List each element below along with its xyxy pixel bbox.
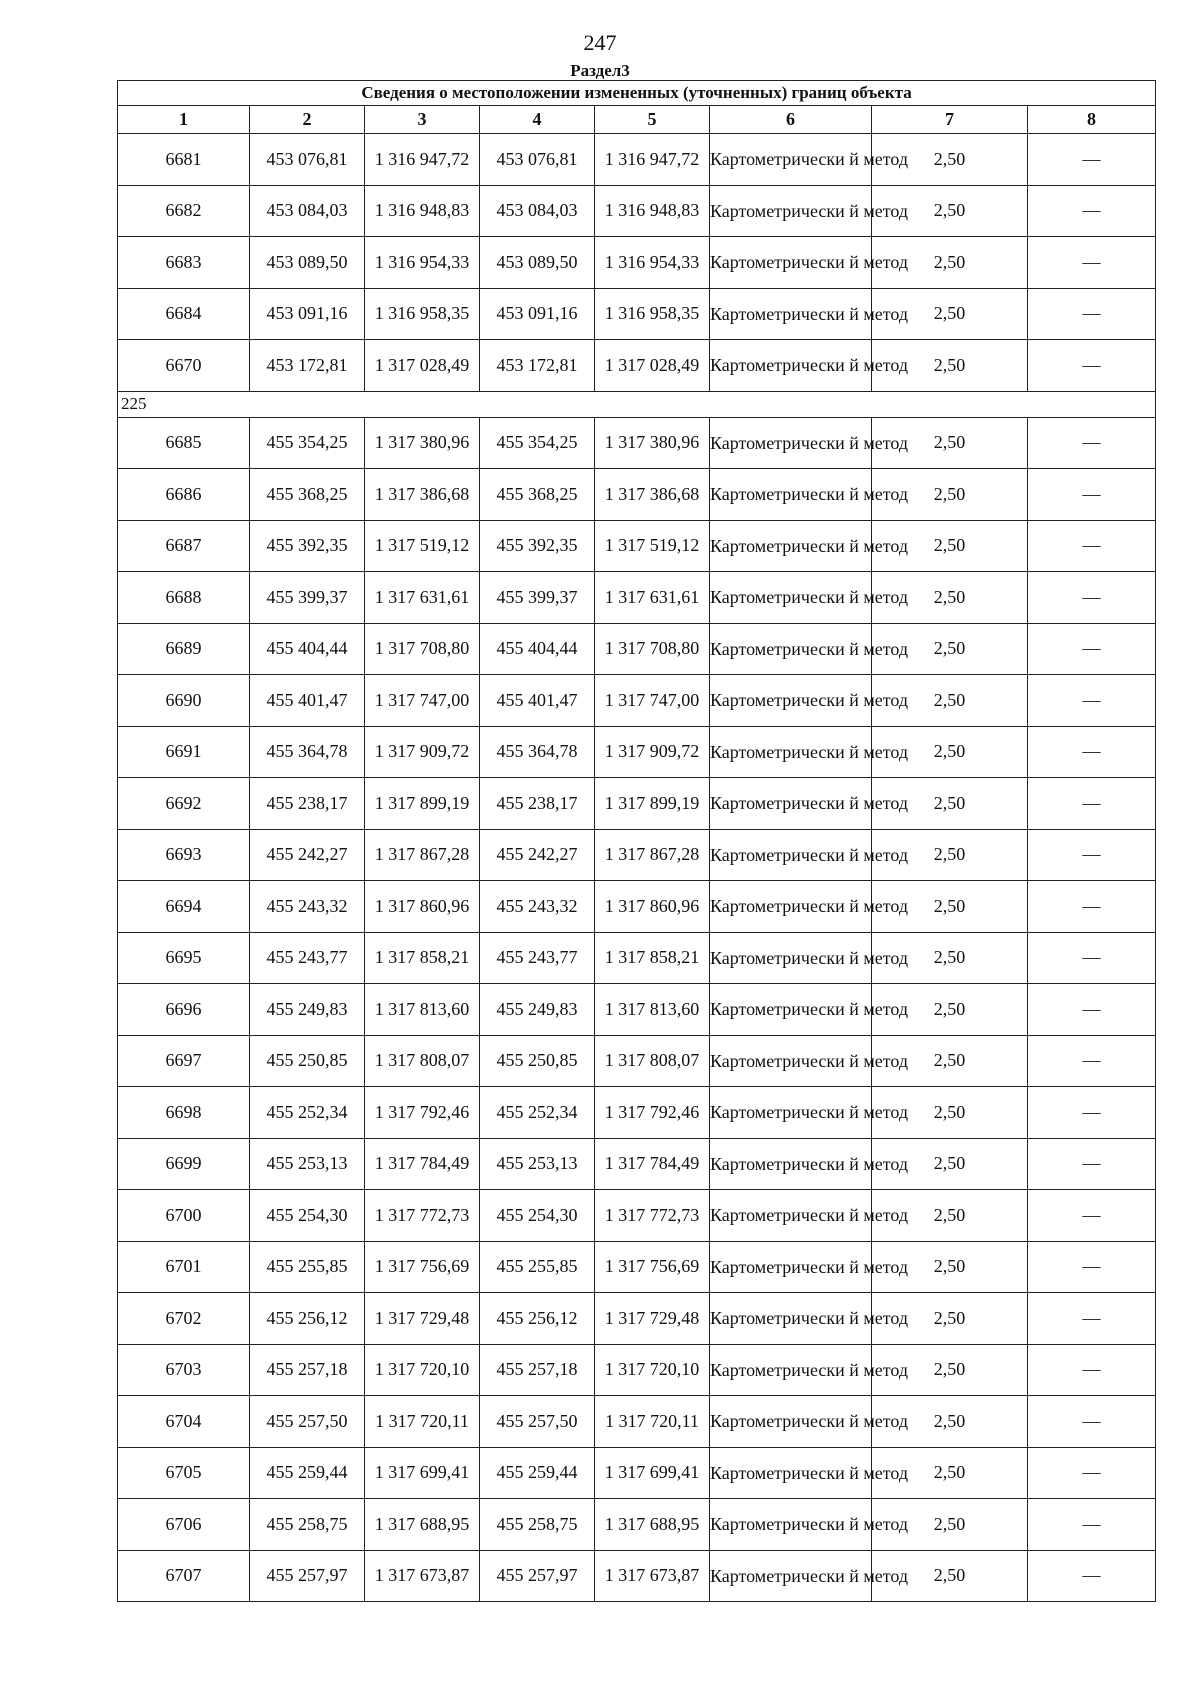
- table-row: [118, 237, 1156, 289]
- table-cell-col-6: Картометрически й метод: [710, 1396, 872, 1448]
- table-cell-col-2: 453 089,50: [250, 237, 365, 289]
- table-cell-col-6: Картометрически й метод: [710, 829, 872, 881]
- table-cell-col-7: 2,50: [872, 726, 1028, 778]
- table-cell-col-7: 2,50: [872, 829, 1028, 881]
- column-number: 3: [365, 106, 480, 134]
- table-caption-row: [118, 81, 1156, 106]
- group-label: 225: [118, 391, 1156, 417]
- table-cell-col-8: —: [1028, 1499, 1156, 1551]
- table-row: [118, 1396, 1156, 1448]
- table-cell-col-8: —: [1028, 1447, 1156, 1499]
- table-cell-col-2: 455 238,17: [250, 778, 365, 830]
- table-cell-col-2: 455 354,25: [250, 417, 365, 469]
- table-cell-col-8: —: [1028, 1035, 1156, 1087]
- table-row: [118, 520, 1156, 572]
- table-cell-col-3: 1 316 948,83: [365, 185, 480, 237]
- table-cell-col-1: 6689: [118, 623, 250, 675]
- table-cell-col-6: Картометрически й метод: [710, 1447, 872, 1499]
- table-cell-col-2: 455 254,30: [250, 1190, 365, 1242]
- table-cell-col-5: 1 317 858,21: [595, 932, 710, 984]
- table-row: [118, 1035, 1156, 1087]
- table-cell-col-4: 455 354,25: [480, 417, 595, 469]
- table-cell-col-2: 455 399,37: [250, 572, 365, 624]
- table-row: [118, 984, 1156, 1036]
- table-cell-col-3: 1 317 028,49: [365, 340, 480, 392]
- table-cell-col-3: 1 317 688,95: [365, 1499, 480, 1551]
- table-cell-col-5: 1 316 954,33: [595, 237, 710, 289]
- page-number: 247: [583, 30, 617, 55]
- table-cell-col-1: 6683: [118, 237, 250, 289]
- table-cell-col-1: 6684: [118, 288, 250, 340]
- table-cell-col-2: 455 257,18: [250, 1344, 365, 1396]
- table-cell-col-7: 2,50: [872, 984, 1028, 1036]
- table-cell-col-1: 6691: [118, 726, 250, 778]
- table-cell-col-8: —: [1028, 572, 1156, 624]
- table-row: [118, 726, 1156, 778]
- table-cell-col-4: 455 257,97: [480, 1550, 595, 1602]
- table-cell-col-6: Картометрически й метод: [710, 1241, 872, 1293]
- table-row: [118, 417, 1156, 469]
- table-cell-col-5: 1 317 380,96: [595, 417, 710, 469]
- table-cell-col-8: —: [1028, 1190, 1156, 1242]
- table-cell-col-1: 6692: [118, 778, 250, 830]
- table-cell-col-5: 1 317 772,73: [595, 1190, 710, 1242]
- table-cell-col-6: Картометрически й метод: [710, 1499, 872, 1551]
- table-cell-col-1: 6707: [118, 1550, 250, 1602]
- table-cell-col-1: 6685: [118, 417, 250, 469]
- table-cell-col-4: 455 249,83: [480, 984, 595, 1036]
- table-cell-col-3: 1 317 720,11: [365, 1396, 480, 1448]
- table-cell-col-8: —: [1028, 340, 1156, 392]
- table-cell-col-4: 455 404,44: [480, 623, 595, 675]
- table-cell-col-6: Картометрически й метод: [710, 1344, 872, 1396]
- table-row: [118, 932, 1156, 984]
- table-cell-col-4: 455 256,12: [480, 1293, 595, 1345]
- table-row: [118, 1550, 1156, 1602]
- table-cell-col-6: Картометрически й метод: [710, 134, 872, 186]
- table-cell-col-2: 455 255,85: [250, 1241, 365, 1293]
- section-title: Раздел3: [570, 61, 630, 80]
- table-body: [118, 134, 1156, 1602]
- table-cell-col-2: 455 243,77: [250, 932, 365, 984]
- table-cell-col-2: 455 259,44: [250, 1447, 365, 1499]
- table-cell-col-5: 1 317 792,46: [595, 1087, 710, 1139]
- table-cell-col-3: 1 317 784,49: [365, 1138, 480, 1190]
- table-cell-col-4: 455 255,85: [480, 1241, 595, 1293]
- table-cell-col-8: —: [1028, 185, 1156, 237]
- table-cell-col-8: —: [1028, 1138, 1156, 1190]
- column-number-row: [118, 106, 1156, 134]
- table-cell-col-5: 1 316 958,35: [595, 288, 710, 340]
- table-cell-col-2: 453 084,03: [250, 185, 365, 237]
- table-cell-col-6: Картометрически й метод: [710, 1035, 872, 1087]
- table-cell-col-3: 1 317 792,46: [365, 1087, 480, 1139]
- column-number: 7: [872, 106, 1028, 134]
- table-row: [118, 881, 1156, 933]
- table-cell-col-1: 6705: [118, 1447, 250, 1499]
- table-cell-col-7: 2,50: [872, 1344, 1028, 1396]
- table-cell-col-1: 6704: [118, 1396, 250, 1448]
- table-cell-col-5: 1 317 867,28: [595, 829, 710, 881]
- table-row: [118, 1241, 1156, 1293]
- table-cell-col-2: 455 252,34: [250, 1087, 365, 1139]
- table-cell-col-1: 6690: [118, 675, 250, 727]
- table-cell-col-3: 1 317 380,96: [365, 417, 480, 469]
- table-cell-col-1: 6686: [118, 469, 250, 521]
- table-cell-col-1: 6693: [118, 829, 250, 881]
- table-row: [118, 288, 1156, 340]
- table-cell-col-4: 455 257,18: [480, 1344, 595, 1396]
- table-row: [118, 1447, 1156, 1499]
- table-row: [118, 134, 1156, 186]
- table-cell-col-1: 6681: [118, 134, 250, 186]
- table-cell-col-2: 455 364,78: [250, 726, 365, 778]
- table-cell-col-3: 1 316 954,33: [365, 237, 480, 289]
- table-cell-col-4: 453 076,81: [480, 134, 595, 186]
- table-row: [118, 1138, 1156, 1190]
- column-number: 2: [250, 106, 365, 134]
- table-cell-col-8: —: [1028, 1087, 1156, 1139]
- table-row: [118, 469, 1156, 521]
- table-row: [118, 1087, 1156, 1139]
- table-cell-col-3: 1 317 860,96: [365, 881, 480, 933]
- table-cell-col-8: —: [1028, 932, 1156, 984]
- table-cell-col-2: 455 242,27: [250, 829, 365, 881]
- table-cell-col-1: 6682: [118, 185, 250, 237]
- table-cell-col-7: 2,50: [872, 1035, 1028, 1087]
- table-cell-col-4: 455 252,34: [480, 1087, 595, 1139]
- group-row: [118, 391, 1156, 417]
- table-cell-col-6: Картометрически й метод: [710, 932, 872, 984]
- table-row: [118, 1190, 1156, 1242]
- table-cell-col-1: 6688: [118, 572, 250, 624]
- table-cell-col-1: 6694: [118, 881, 250, 933]
- table-cell-col-7: 2,50: [872, 340, 1028, 392]
- table-cell-col-8: —: [1028, 623, 1156, 675]
- table-cell-col-2: 455 258,75: [250, 1499, 365, 1551]
- table-cell-col-6: Картометрически й метод: [710, 984, 872, 1036]
- table-cell-col-3: 1 317 747,00: [365, 675, 480, 727]
- table-cell-col-5: 1 317 519,12: [595, 520, 710, 572]
- table-cell-col-7: 2,50: [872, 1293, 1028, 1345]
- table-cell-col-1: 6696: [118, 984, 250, 1036]
- table-cell-col-8: —: [1028, 1344, 1156, 1396]
- table-cell-col-7: 2,50: [872, 1447, 1028, 1499]
- table-cell-col-1: 6702: [118, 1293, 250, 1345]
- table-cell-col-6: Картометрически й метод: [710, 417, 872, 469]
- table-cell-col-4: 453 084,03: [480, 185, 595, 237]
- table-cell-col-7: 2,50: [872, 1190, 1028, 1242]
- table-row: [118, 185, 1156, 237]
- table-cell-col-8: —: [1028, 134, 1156, 186]
- table-cell-col-4: 455 243,77: [480, 932, 595, 984]
- table-cell-col-8: —: [1028, 237, 1156, 289]
- table-cell-col-1: 6687: [118, 520, 250, 572]
- table-cell-col-3: 1 317 519,12: [365, 520, 480, 572]
- table-cell-col-2: 453 172,81: [250, 340, 365, 392]
- table-cell-col-7: 2,50: [872, 1087, 1028, 1139]
- table-cell-col-6: Картометрически й метод: [710, 1293, 872, 1345]
- table-cell-col-4: 455 392,35: [480, 520, 595, 572]
- table-cell-col-4: 453 172,81: [480, 340, 595, 392]
- table-cell-col-8: —: [1028, 1550, 1156, 1602]
- coordinates-table: [117, 80, 1156, 1602]
- table-cell-col-4: 455 243,32: [480, 881, 595, 933]
- table-cell-col-2: 455 368,25: [250, 469, 365, 521]
- table-cell-col-5: 1 317 688,95: [595, 1499, 710, 1551]
- table-cell-col-8: —: [1028, 1396, 1156, 1448]
- table-cell-col-5: 1 317 386,68: [595, 469, 710, 521]
- table-cell-col-6: Картометрически й метод: [710, 520, 872, 572]
- table-cell-col-3: 1 317 720,10: [365, 1344, 480, 1396]
- table-cell-col-1: 6670: [118, 340, 250, 392]
- table-cell-col-7: 2,50: [872, 1138, 1028, 1190]
- table-cell-col-8: —: [1028, 288, 1156, 340]
- column-number: 8: [1028, 106, 1156, 134]
- table-cell-col-5: 1 317 720,11: [595, 1396, 710, 1448]
- table-cell-col-6: Картометрически й метод: [710, 1550, 872, 1602]
- table-cell-col-2: 455 392,35: [250, 520, 365, 572]
- table-cell-col-6: Картометрически й метод: [710, 881, 872, 933]
- table-cell-col-3: 1 316 958,35: [365, 288, 480, 340]
- table-cell-col-4: 455 257,50: [480, 1396, 595, 1448]
- table-cell-col-7: 2,50: [872, 417, 1028, 469]
- table-cell-col-8: —: [1028, 778, 1156, 830]
- table-cell-col-4: 453 089,50: [480, 237, 595, 289]
- table-cell-col-6: Картометрически й метод: [710, 778, 872, 830]
- table-cell-col-2: 455 404,44: [250, 623, 365, 675]
- table-cell-col-3: 1 317 899,19: [365, 778, 480, 830]
- table-cell-col-3: 1 317 813,60: [365, 984, 480, 1036]
- table-cell-col-7: 2,50: [872, 469, 1028, 521]
- table-cell-col-1: 6706: [118, 1499, 250, 1551]
- table-cell-col-2: 453 091,16: [250, 288, 365, 340]
- table-cell-col-5: 1 317 756,69: [595, 1241, 710, 1293]
- table-cell-col-7: 2,50: [872, 185, 1028, 237]
- table-cell-col-6: Картометрически й метод: [710, 340, 872, 392]
- table-cell-col-7: 2,50: [872, 237, 1028, 289]
- table-row: [118, 1344, 1156, 1396]
- table-cell-col-3: 1 317 631,61: [365, 572, 480, 624]
- table-cell-col-7: 2,50: [872, 1499, 1028, 1551]
- table-cell-col-4: 455 259,44: [480, 1447, 595, 1499]
- table-cell-col-5: 1 317 909,72: [595, 726, 710, 778]
- table-cell-col-2: 455 257,50: [250, 1396, 365, 1448]
- table-cell-col-6: Картометрически й метод: [710, 288, 872, 340]
- table-cell-col-8: —: [1028, 520, 1156, 572]
- table-cell-col-3: 1 317 858,21: [365, 932, 480, 984]
- table-cell-col-3: 1 317 909,72: [365, 726, 480, 778]
- table-row: [118, 829, 1156, 881]
- table-cell-col-5: 1 317 673,87: [595, 1550, 710, 1602]
- table-cell-col-7: 2,50: [872, 1396, 1028, 1448]
- table-cell-col-7: 2,50: [872, 1241, 1028, 1293]
- table-cell-col-5: 1 316 948,83: [595, 185, 710, 237]
- table-cell-col-6: Картометрически й метод: [710, 469, 872, 521]
- table-cell-col-4: 455 368,25: [480, 469, 595, 521]
- table-cell-col-3: 1 317 708,80: [365, 623, 480, 675]
- table-row: [118, 1499, 1156, 1551]
- table-cell-col-2: 455 253,13: [250, 1138, 365, 1190]
- table-cell-col-6: Картометрически й метод: [710, 1190, 872, 1242]
- table-cell-col-5: 1 317 808,07: [595, 1035, 710, 1087]
- table-cell-col-5: 1 317 720,10: [595, 1344, 710, 1396]
- table-cell-col-6: Картометрически й метод: [710, 185, 872, 237]
- table-cell-col-7: 2,50: [872, 932, 1028, 984]
- table-cell-col-8: —: [1028, 984, 1156, 1036]
- table-cell-col-1: 6698: [118, 1087, 250, 1139]
- table-cell-col-6: Картометрически й метод: [710, 237, 872, 289]
- table-cell-col-6: Картометрически й метод: [710, 572, 872, 624]
- table-cell-col-3: 1 317 729,48: [365, 1293, 480, 1345]
- table-cell-col-3: 1 317 756,69: [365, 1241, 480, 1293]
- table-cell-col-3: 1 317 867,28: [365, 829, 480, 881]
- table-cell-col-2: 455 249,83: [250, 984, 365, 1036]
- table-cell-col-8: —: [1028, 1293, 1156, 1345]
- table-cell-col-5: 1 317 747,00: [595, 675, 710, 727]
- table-cell-col-6: Картометрически й метод: [710, 1138, 872, 1190]
- table-cell-col-7: 2,50: [872, 134, 1028, 186]
- table-cell-col-5: 1 316 947,72: [595, 134, 710, 186]
- table-cell-col-3: 1 317 808,07: [365, 1035, 480, 1087]
- table-cell-col-7: 2,50: [872, 1550, 1028, 1602]
- table-cell-col-8: —: [1028, 881, 1156, 933]
- table-cell-col-5: 1 317 784,49: [595, 1138, 710, 1190]
- table-row: [118, 623, 1156, 675]
- table-cell-col-4: 455 254,30: [480, 1190, 595, 1242]
- table-cell-col-6: Картометрически й метод: [710, 623, 872, 675]
- table-cell-col-5: 1 317 708,80: [595, 623, 710, 675]
- table-cell-col-3: 1 317 386,68: [365, 469, 480, 521]
- table-cell-col-4: 453 091,16: [480, 288, 595, 340]
- table-cell-col-4: 455 399,37: [480, 572, 595, 624]
- table-cell-col-5: 1 317 813,60: [595, 984, 710, 1036]
- table-cell-col-1: 6700: [118, 1190, 250, 1242]
- table-cell-col-5: 1 317 028,49: [595, 340, 710, 392]
- table-cell-col-4: 455 364,78: [480, 726, 595, 778]
- table-cell-col-1: 6695: [118, 932, 250, 984]
- table-cell-col-7: 2,50: [872, 623, 1028, 675]
- column-number: 4: [480, 106, 595, 134]
- table-cell-col-4: 455 258,75: [480, 1499, 595, 1551]
- table-cell-col-1: 6697: [118, 1035, 250, 1087]
- table-cell-col-5: 1 317 899,19: [595, 778, 710, 830]
- table-cell-col-5: 1 317 860,96: [595, 881, 710, 933]
- column-number: 6: [710, 106, 872, 134]
- table-row: [118, 340, 1156, 392]
- table-cell-col-7: 2,50: [872, 520, 1028, 572]
- table-cell-col-7: 2,50: [872, 572, 1028, 624]
- table-cell-col-8: —: [1028, 1241, 1156, 1293]
- table-cell-col-4: 455 238,17: [480, 778, 595, 830]
- table-cell-col-3: 1 317 673,87: [365, 1550, 480, 1602]
- column-number: 5: [595, 106, 710, 134]
- table-cell-col-4: 455 253,13: [480, 1138, 595, 1190]
- table-cell-col-8: —: [1028, 675, 1156, 727]
- table-cell-col-2: 455 256,12: [250, 1293, 365, 1345]
- table-cell-col-4: 455 242,27: [480, 829, 595, 881]
- table-caption: Сведения о местоположении измененных (уточненных) границ объекта: [118, 81, 1156, 106]
- table-cell-col-7: 2,50: [872, 288, 1028, 340]
- table-cell-col-8: —: [1028, 417, 1156, 469]
- column-number: 1: [118, 106, 250, 134]
- table-row: [118, 1293, 1156, 1345]
- table-cell-col-1: 6703: [118, 1344, 250, 1396]
- table-cell-col-3: 1 317 772,73: [365, 1190, 480, 1242]
- table-row: [118, 778, 1156, 830]
- table-cell-col-5: 1 317 699,41: [595, 1447, 710, 1499]
- table-cell-col-8: —: [1028, 726, 1156, 778]
- table-cell-col-2: 455 257,97: [250, 1550, 365, 1602]
- table-cell-col-2: 453 076,81: [250, 134, 365, 186]
- table-cell-col-8: —: [1028, 829, 1156, 881]
- table-cell-col-7: 2,50: [872, 881, 1028, 933]
- table-cell-col-5: 1 317 729,48: [595, 1293, 710, 1345]
- table-cell-col-5: 1 317 631,61: [595, 572, 710, 624]
- table-cell-col-2: 455 243,32: [250, 881, 365, 933]
- table-cell-col-2: 455 250,85: [250, 1035, 365, 1087]
- table-cell-col-7: 2,50: [872, 778, 1028, 830]
- table-cell-col-4: 455 250,85: [480, 1035, 595, 1087]
- table-cell-col-6: Картометрически й метод: [710, 726, 872, 778]
- table-cell-col-1: 6699: [118, 1138, 250, 1190]
- table-cell-col-4: 455 401,47: [480, 675, 595, 727]
- table-cell-col-3: 1 316 947,72: [365, 134, 480, 186]
- table-cell-col-3: 1 317 699,41: [365, 1447, 480, 1499]
- table-cell-col-1: 6701: [118, 1241, 250, 1293]
- table-cell-col-6: Картометрически й метод: [710, 1087, 872, 1139]
- table-cell-col-8: —: [1028, 469, 1156, 521]
- table-cell-col-7: 2,50: [872, 675, 1028, 727]
- table-cell-col-2: 455 401,47: [250, 675, 365, 727]
- table-cell-col-6: Картометрически й метод: [710, 675, 872, 727]
- table-row: [118, 675, 1156, 727]
- table-row: [118, 572, 1156, 624]
